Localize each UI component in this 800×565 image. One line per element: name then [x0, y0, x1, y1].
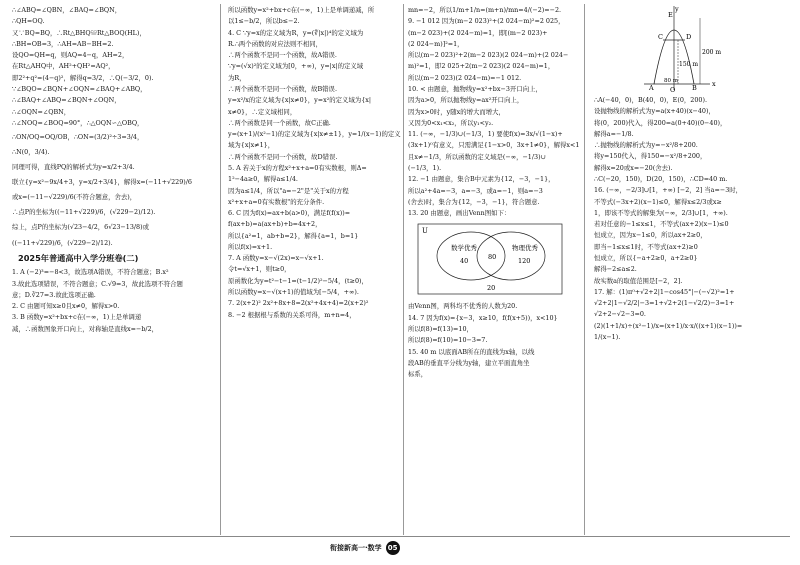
text-line: 3.故此选项错误，不符合题意；C.√9=3，故此选项不符合题	[12, 279, 183, 288]
text-line: 11. (−∞，−1/3)∪(−1/3，1) 要使f(x)=3x/√(1−x)+	[408, 130, 563, 139]
text-line: ∴∠BAQ+∠ABQ=∠BQN+∠OQN，	[12, 96, 121, 105]
section-title: 2025年普通高中入学分班卷(二)	[18, 252, 139, 263]
text-line: 16. (−∞，−2/3]∪[1，+∞) [−2，2] 当a=−3时，	[594, 186, 743, 195]
text-line: 4. C ∵y=x的定义域为R，y=(∜|x|)⁴的定义域为	[228, 28, 364, 37]
venn-right-value: 120	[518, 257, 531, 266]
text-line: 1. A (−2)³=−8<3，故选项A错误，不符合题意；B.x²	[12, 268, 169, 277]
text-line: (2 024−m)]²=1，	[408, 39, 464, 48]
text-line: 为R，	[228, 73, 246, 82]
text-line: 所以f(x)=x+1.	[228, 242, 273, 251]
text-line: ∴A(−40，0)，B(40，0)，E(0，200).	[594, 96, 707, 104]
text-line: ∵y=(√x)²的定义域为[0，+∞)，y=|x|的定义域	[228, 62, 364, 71]
text-line: 7. A 函数y=x−√(2x)=x−√x+1.	[228, 254, 324, 263]
parabola-arch-figure	[640, 4, 736, 94]
text-line: 恒成立，所以{−a+2≥0，a+2≥0}	[594, 253, 698, 262]
text-line: 所以a²+4a=−3，a=−3，或a=−1，则a=−3	[408, 186, 543, 195]
text-line: 标系，	[408, 370, 428, 379]
text-line: ∴两个函数不是同一个函数，故D错误.	[228, 152, 338, 161]
text-line: 将y=150代入，得150=−x²/8+200，	[594, 152, 707, 161]
text-line: 所以{a²=1，ab+b=2}，解得{a=1，b=1}	[228, 231, 359, 240]
text-line: 17. 解：(1)π⁰+√2+2|1−cos45°|−(−√2)²=1+	[594, 287, 735, 296]
text-line: ∴∠NOQ=∠BOQ=90°，∴△OQN∽△OBQ，	[12, 118, 144, 127]
text-line: (m−2 023)+(2 024−m)=1，即[(m−2 023)+	[408, 28, 548, 37]
column-divider	[584, 4, 585, 535]
text-line: √2+2|1−√2/2|−3=1+√2+2(1−√2/2)−3=1+	[594, 299, 735, 308]
column-2	[228, 6, 400, 322]
text-line: ((−11+√229)/6，(√229−2)/12).	[12, 238, 113, 247]
text-line: 联立{y=x²−9x/4+3，y=x/2+3/4}，解得x=(−11+√229)/6	[12, 178, 192, 187]
text-line: ∵∠BQO=∠BQN+∠OQN=∠BAQ+∠ABQ，	[12, 84, 147, 93]
text-line: ∴C(−20，150)，D(20，150)，∴CD=40 m.	[594, 174, 728, 183]
text-line: 解得x=20或x=−20(舍去).	[594, 163, 673, 172]
text-line: 由Venn图，两科均不优秀的人数为20.	[408, 302, 518, 311]
text-line: m)²=1，即2 025+2(m−2 023)(2 024−m)=1，	[408, 62, 555, 71]
text-line: 故实数a的取值范围是[−2，2].	[594, 276, 683, 285]
text-line: 原函数化为y=t²−t−1=(t−1/2)²−5/4，(t≥0)，	[228, 276, 368, 285]
text-line: 设抛物线的解析式为y=a(x+40)(x−40)，	[594, 107, 715, 116]
text-line: ∴N(0，3/4).	[12, 148, 50, 156]
text-line: 意；D.∛27=3.故此选项正确.	[12, 290, 96, 299]
point-d: D	[686, 33, 692, 41]
text-line: 解得−2≤a≤2.	[594, 265, 637, 274]
text-line: x≠0}，∴定义域相同，	[228, 107, 297, 116]
text-line: 12. −1 由题意，集合B中元素为{12，−3，−1}，	[408, 175, 555, 184]
venn-left-value: 40	[460, 257, 469, 266]
text-line: 若对任意的−1≤x≤1，不等式(ax+2)(x−1)≤0	[594, 220, 729, 229]
text-line: 段AB的垂直平分线为y轴，建立平面直角坐	[408, 358, 530, 367]
text-line: 所以(m−2 023)(2 024−m)=−1 012.	[408, 73, 522, 82]
x-label: x	[712, 80, 716, 88]
text-line: 且x≠−1/3，所以函数的定义域是(−∞，−1/3)∪	[408, 152, 546, 161]
venn-outside-value: 20	[487, 284, 496, 293]
point-c: C	[658, 33, 663, 41]
text-line: 8. −2 根据根与系数的关系可得，m+n=4，	[228, 310, 356, 319]
text-line: ∴∠ABQ=∠QBN，∠BAQ=∠BQN，	[12, 6, 122, 14]
text-line: 5. A 若关于x的方程x²+x+a=0有实数根，则Δ=	[228, 163, 367, 172]
text-line: (3x+1)⁰有意义，只需满足{1−x>0，3x+1≠0}，解得x<1	[408, 141, 580, 150]
text-line: 所以f(8)=f(10)=10−3=7.	[408, 336, 488, 345]
text-line: 9. −1 012 因为(m−2 023)²+(2 024−m)²=2 025，	[408, 17, 565, 26]
text-line: 3. B 函数y=x²+bx+c在(−∞，1)上是单调递	[12, 313, 142, 322]
text-line: 域为{x|x≠1}，	[228, 141, 275, 150]
text-line: ∴两个函数不是同一个函数，故A错误.	[228, 51, 337, 60]
text-line: 令t=√x+1，则t≥0，	[228, 265, 291, 274]
venn-u-label: U	[422, 227, 428, 236]
text-line: 所以函数y=x−√(x+1)的值域为[−5/4，+∞).	[228, 288, 359, 297]
text-line: 同理可得，直线PQ的解析式为y=x/2+3/4.	[12, 163, 135, 172]
text-line: 不等式(−3x+2)(x−1)≤0，解得x≤2/3或x≥	[594, 197, 722, 206]
page-footer	[330, 541, 400, 555]
text-line: y=x²/x的定义域为{x|x≠0}，y=x²的定义域为{x|	[228, 96, 372, 105]
point-o: O	[670, 86, 676, 94]
text-line: 1²−4a≥0，解得a≤1/4.	[228, 175, 298, 184]
text-line: 或x=(−11−√229)/6(不符合题意，舍去)，	[12, 193, 137, 202]
venn-right-label: 物理优秀	[512, 244, 538, 253]
column-1	[12, 6, 198, 336]
text-line: 15. 40 m 以底面AB所在的直线为x轴，以线	[408, 347, 535, 356]
point-b: B	[692, 84, 697, 92]
text-line: ∴抛物线的解析式为y=−x²/8+200.	[594, 141, 698, 150]
text-line: 所以(m−2 023)²+2(m−2 023)(2 024−m)+(2 024−	[408, 51, 569, 60]
text-line: ∴BH=OB=3，∴AH=AB−BH=2.	[12, 39, 114, 48]
page-number-badge: 05	[386, 541, 400, 555]
text-line: ∴两个函数是同一个函数，故C正确.	[228, 118, 331, 127]
text-line: 设QO=QH=q，则AQ=4−q，AH=2，	[12, 51, 129, 60]
label-150m: 150 m	[679, 61, 699, 68]
text-line: mn=−2，所以1/m+1/n=(m+n)/mn=4/(−2)=−2.	[408, 6, 562, 14]
text-line: ∴QH=OQ.	[12, 17, 45, 26]
text-line: 1/(x−1).	[594, 332, 621, 341]
text-line: f(ax+b)=a(ax+b)+b=4x+2，	[228, 220, 322, 229]
text-line: (2)(1+1/x)÷(x²−1)/x=(x+1)/x·x/((x+1)(x−1))=	[594, 321, 743, 330]
text-line: 所以f(8)=f(13)=10，	[408, 325, 473, 333]
footer-text: 衔接新高一·数学	[330, 544, 382, 552]
text-line: y=(x+1)/(x²−1)的定义域为{x|x≠±1}，y=1/(x−1)的定义	[228, 130, 401, 139]
text-line: 因为a>0，所以抛物线y=ax²开口向上，	[408, 96, 524, 105]
text-line: √2+2−√2−3=0.	[594, 310, 646, 319]
text-line: 因为a≤1/4，所以"a=−2"是"关于x的方程	[228, 186, 349, 195]
text-line: 综上，点P的坐标为(√23−4/2，6√23−13/8)或	[12, 223, 150, 232]
text-line: 1，即该不等式的解集为(−∞，2/3]∪[1，+∞).	[594, 208, 728, 217]
text-line: x²+x+a=0有实数根"的充分条件.	[228, 197, 325, 206]
y-label: y	[675, 5, 679, 13]
text-line: 即当−1≤x≤1时，不等式(ax+2)≥0	[594, 242, 698, 251]
text-line: ∴点P的坐标为((−11+√229)/6，(√229−2)/12).	[12, 208, 156, 217]
text-line: 又因为0<x₁<x₂，所以y₁<y₂.	[408, 118, 494, 127]
point-e: E	[668, 11, 673, 19]
text-line: 因为x>0时，y随x的增大而增大，	[408, 107, 505, 116]
text-line: (−1/3，1).	[408, 163, 442, 172]
label-200m: 200 m	[702, 49, 722, 56]
venn-diagram	[416, 222, 566, 296]
text-line: 2. C 由题可知x≥0且x≠0，解得x>0.	[12, 302, 120, 311]
text-line: R.∴两个函数的对应法则不相同，	[228, 39, 322, 48]
text-line: 13. 20 由题意，画出Venn图如下：	[408, 209, 511, 218]
text-line: 所以函数y=x²+bx+c在(−∞，1)上是单调递减，所	[228, 6, 375, 14]
text-line: 7. 2(x+2)² 2x²+8x+8=2(x²+4x+4)=2(x+2)²	[228, 299, 369, 308]
text-line: ∴两个函数不是同一个函数，故B错误.	[228, 84, 337, 93]
text-line: 以1≤−b/2，所以b≤−2.	[228, 17, 300, 26]
column-3	[408, 6, 580, 381]
text-line: ∴∠OQN=∠QBN，	[12, 107, 71, 116]
text-line: 10. < 由题意，抛物线y=x²+bx−3开口向上，	[408, 84, 542, 93]
text-line: 解得a=−1/8.	[594, 129, 634, 138]
footer-rule	[10, 536, 790, 537]
label-80m: 80 m	[664, 78, 678, 84]
text-line: 减，∴函数图象开口向上，对称轴是直线x=−b/2，	[12, 324, 159, 333]
venn-mid-value: 80	[488, 253, 497, 262]
text-line: 6. C 因为f(x)=ax+b(a>0)，满足f(f(x))=	[228, 209, 351, 218]
text-line: 在Rt△AHQ中，AH²+QH²=AQ²，	[12, 62, 115, 71]
column-divider	[403, 4, 404, 535]
text-line: 将(0，200)代入，得200=a(0+40)(0−40)，	[594, 118, 727, 127]
venn-left-label: 数学优秀	[451, 244, 477, 253]
text-line: 14. 7 因为f(x)={x−3，x≥10，f(f(x+5))，x<10}	[408, 313, 558, 322]
point-a: A	[649, 84, 654, 92]
text-line: 又∵BQ=BQ，∴Rt△BHQ≌Rt△BOQ(HL)，	[12, 28, 146, 37]
text-line: ∴ON/OQ=OQ/OB，∴ON=(3/2)²÷3=3/4，	[12, 132, 144, 141]
text-line: 即2²+q²=(4−q)²，解得q=3/2，∴Q(−3/2，0).	[12, 73, 154, 82]
column-divider	[220, 4, 221, 535]
text-line: (舍去)时，集合为{12，−3，−1}，符合题意.	[408, 197, 540, 206]
column-4	[594, 96, 794, 344]
text-line: 恒成立，因为x−1≤0，所以ax+2≥0，	[594, 231, 707, 240]
